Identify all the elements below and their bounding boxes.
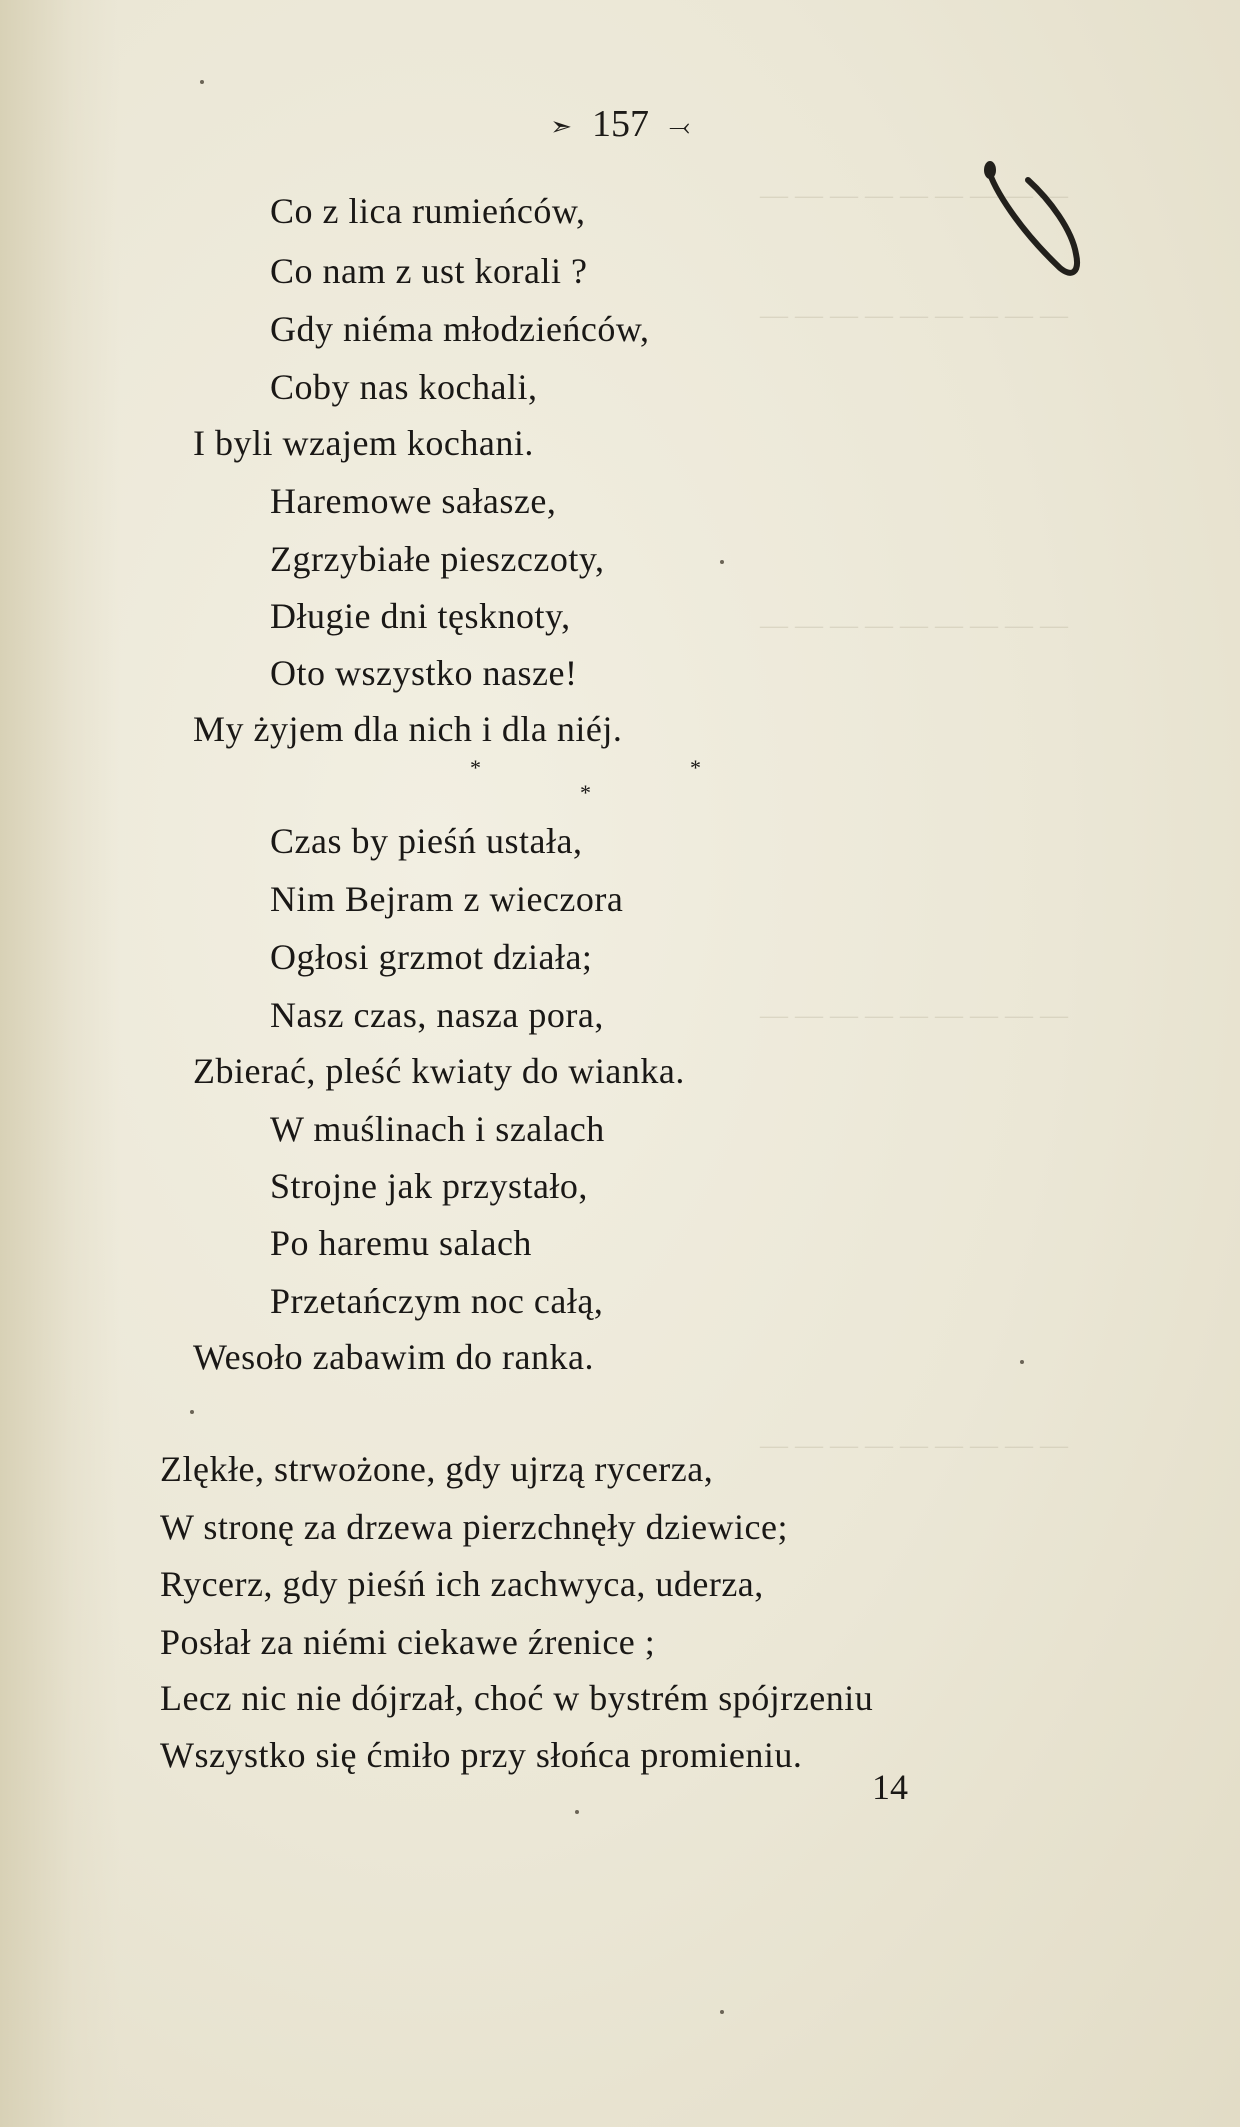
- verse-line: Zgrzybiałe pieszczoty,: [270, 539, 605, 579]
- verse-line: W stronę za drzewa pierzchnęły dziewice;: [160, 1507, 789, 1547]
- verse-line: Oto wszystko nasze!: [270, 653, 578, 693]
- verse-line: Rycerz, gdy pieśń ich zachwyca, uderza,: [160, 1564, 764, 1604]
- show-through-text: — — — — — — — — —: [760, 1000, 1068, 1031]
- verse-line: Długie dni tęsknoty,: [270, 596, 571, 636]
- signature-mark: 14: [872, 1767, 908, 1807]
- verse-line: Haremowe sałasze,: [270, 481, 557, 521]
- verse-line: Lecz nic nie dójrzał, choć w bystrém spójrzeniu: [160, 1678, 874, 1718]
- left-ornament-icon: ➣: [550, 112, 572, 142]
- show-through-text: — — — — — — — — —: [760, 610, 1068, 641]
- verse-line: Coby nas kochali,: [270, 367, 538, 407]
- pencil-mark-icon: [980, 150, 1100, 310]
- verse-line: I byli wzajem kochani.: [193, 423, 534, 463]
- show-through-text: — — — — — — — — —: [760, 180, 1068, 211]
- separator-star-icon: *: [580, 780, 591, 805]
- verse-line: Zlękłe, strwożone, gdy ujrzą rycerza,: [160, 1449, 714, 1489]
- right-ornament-icon: ⤙: [668, 111, 690, 141]
- show-through-text: — — — — — — — — —: [760, 1430, 1068, 1461]
- verse-line: Czas by pieśń ustała,: [270, 821, 583, 861]
- verse-line: My żyjem dla nich i dla niéj.: [193, 709, 623, 749]
- paper-speck: [720, 2010, 724, 2014]
- page-number: 157: [591, 103, 649, 145]
- paper-speck: [720, 560, 724, 564]
- verse-line: Nim Bejram z wieczora: [270, 879, 624, 919]
- verse-line: Wszystko się ćmiło przy słońca promieniu.: [160, 1735, 803, 1775]
- page-header: [0, 102, 1240, 146]
- verse-line: Posłał za niémi ciekawe źrenice ;: [160, 1622, 656, 1662]
- separator-star-icon: *: [690, 755, 701, 780]
- paper-speck: [200, 80, 204, 84]
- verse-line: Nasz czas, nasza pora,: [270, 995, 604, 1035]
- verse-line: Zbierać, pleść kwiaty do wianka.: [193, 1051, 685, 1091]
- verse-line: Wesoło zabawim do ranka.: [193, 1337, 594, 1377]
- verse-line: Strojne jak przystało,: [270, 1166, 588, 1206]
- verse-line: Co nam z ust korali ?: [270, 251, 588, 291]
- verse-line: Gdy niéma młodzieńców,: [270, 309, 650, 349]
- separator-star-icon: *: [470, 755, 481, 780]
- paper-speck: [190, 1410, 194, 1414]
- show-through-text: — — — — — — — — —: [760, 300, 1068, 331]
- page-gutter-shadow: [0, 0, 120, 2127]
- verse-line: Ogłosi grzmot działa;: [270, 937, 593, 977]
- verse-line: Co z lica rumieńców,: [270, 191, 586, 231]
- paper-speck: [1020, 1360, 1024, 1364]
- verse-line: Po haremu salach: [270, 1223, 532, 1263]
- verse-line: Przetańczym noc całą,: [270, 1281, 604, 1321]
- paper-speck: [575, 1810, 579, 1814]
- verse-line: W muślinach i szalach: [270, 1109, 605, 1149]
